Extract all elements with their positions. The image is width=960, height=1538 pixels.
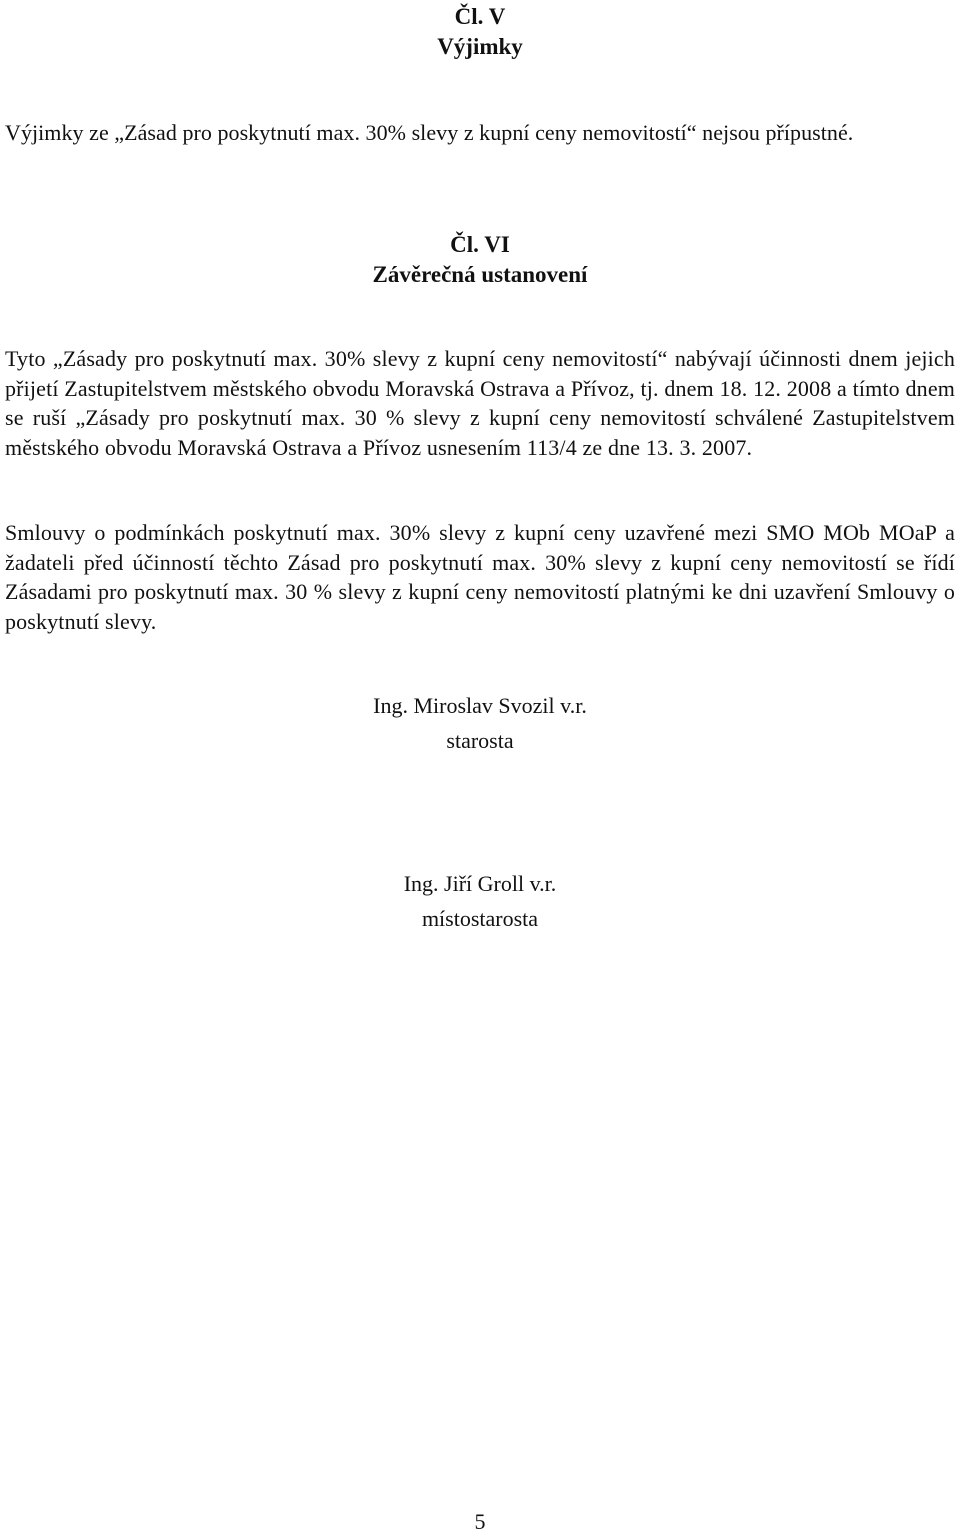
signature-role: starosta — [446, 728, 514, 753]
article-vi-title: Závěrečná ustanovení — [372, 262, 588, 287]
article-vi-paragraph-2: Smlouvy o podmínkách poskytnutí max. 30% slevy z kupní ceny uzavřené mezi SMO MOb MOaP a žadateli před účinností těchto Zásad pro poskytnutí max. 30% slevy z kupní ceny nemovitostí se řídí Zásadami pro poskytnutí max. 30 % slevy z kupní ceny nemovitostí platnými ke dni uzavření Smlouvy o poskytnutí slevy. — [5, 520, 955, 634]
signature-name: Ing. Jiří Groll v.r. — [403, 871, 557, 896]
signature-block-mayor — [0, 688, 960, 758]
signature-block-deputy — [0, 866, 960, 936]
article-vi-paragraph-1: Tyto „Zásady pro poskytnutí max. 30% slevy z kupní ceny nemovitostí“ nabývají účinnosti dnem jejich přijetí Zastupitelstvem městského obvodu Moravská Ostrava a Přívoz, tj. dnem 18. 12. 2008 a tímto dnem se ruší „Zásady pro poskytnutí max. 30 % slevy z kupní ceny nemovitostí schválené Zastupitelstvem městského obvodu Moravská Ostrava a Přívoz usnesením 113/4 ze dne 13. 3. 2007. — [5, 346, 955, 460]
article-v-paragraph-1: Výjimky ze „Zásad pro poskytnutí max. 30% slevy z kupní ceny nemovitostí“ nejsou přípustné. — [5, 120, 854, 145]
article-vi-number: Čl. VI — [450, 232, 510, 257]
article-v-number: Čl. V — [454, 4, 506, 29]
page-number: 5 — [474, 1509, 486, 1534]
signature-role: místostarosta — [421, 906, 539, 931]
article-v-heading — [0, 2, 960, 62]
article-v-title: Výjimky — [437, 34, 523, 59]
article-vi-heading — [0, 230, 960, 290]
signature-name: Ing. Miroslav Svozil v.r. — [373, 693, 587, 718]
